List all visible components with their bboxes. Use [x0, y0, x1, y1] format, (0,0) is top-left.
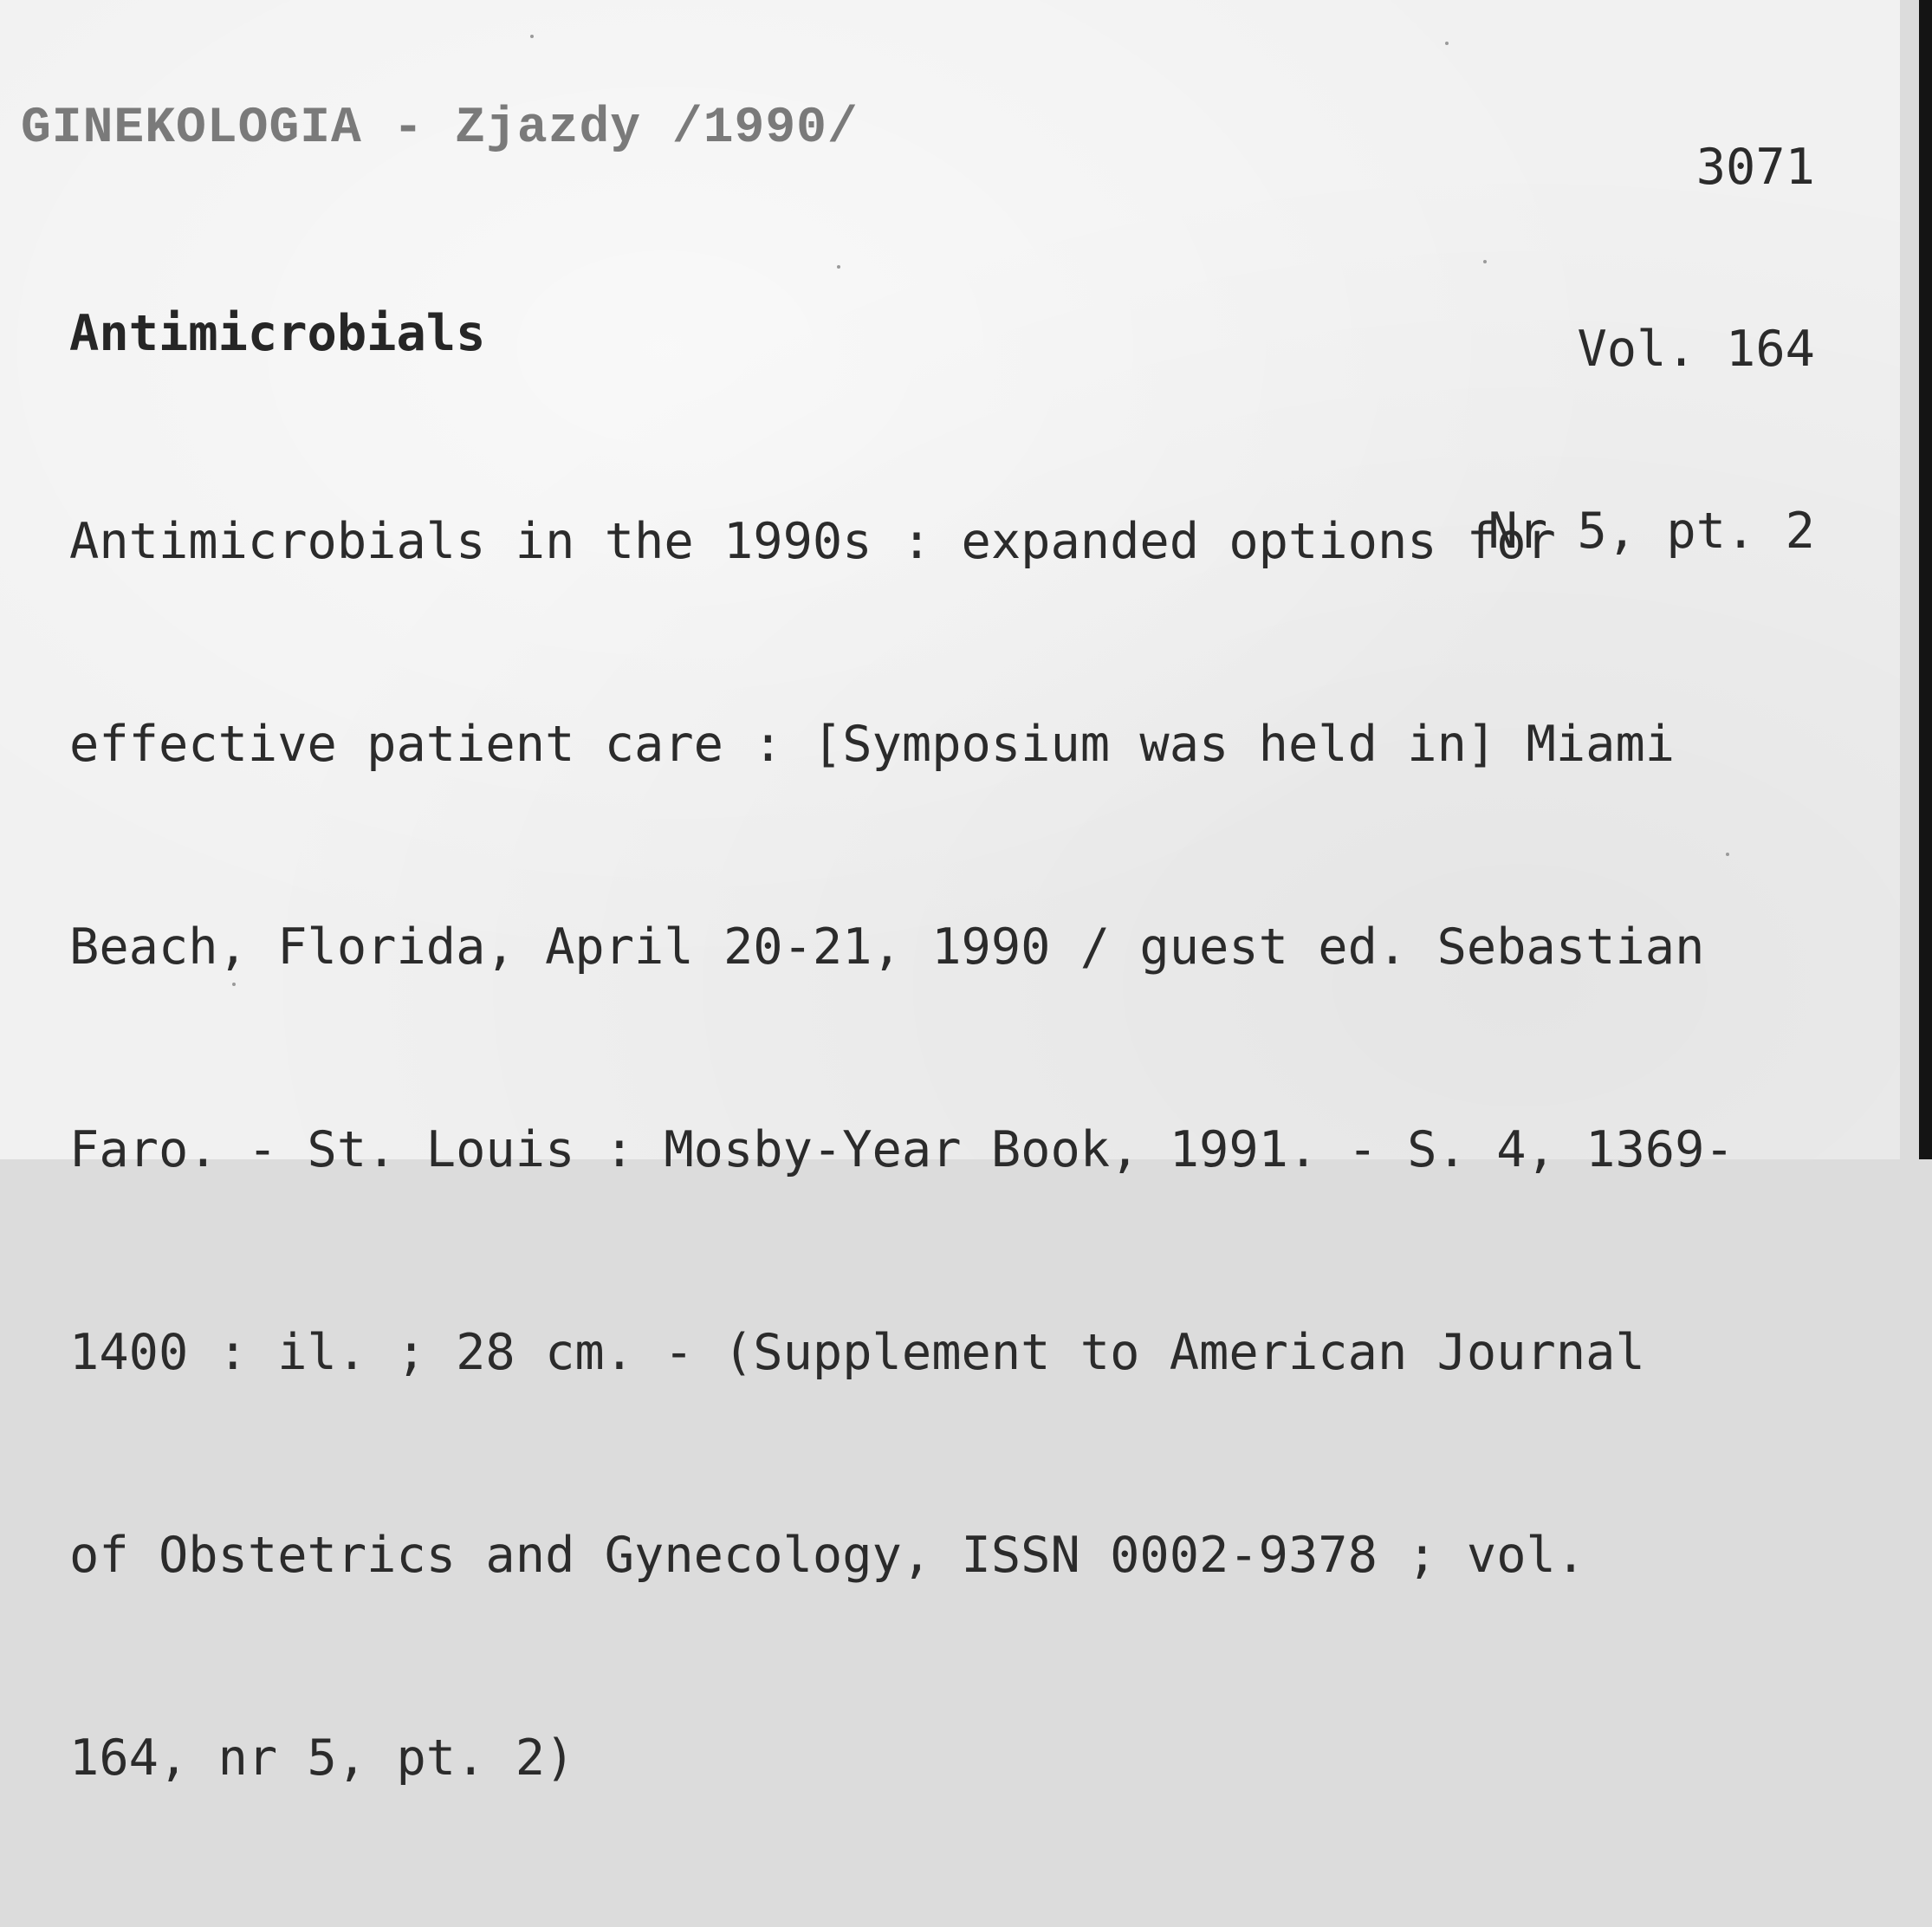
dust-speck	[1483, 260, 1487, 263]
bibliographic-description	[69, 373, 1932, 1927]
dust-speck	[530, 35, 534, 38]
description-line: Beach, Florida, April 20-21, 1990 / guest ed. Sebastian	[69, 918, 1705, 976]
call-number: 3071	[1695, 139, 1815, 196]
card-heading: GINEKOLOGIA - Zjazdy /1990/	[21, 101, 859, 157]
dust-speck	[232, 983, 236, 986]
entry-title: Antimicrobials	[69, 305, 486, 362]
description-line: Faro. - St. Louis : Mosby-Year Book, 1991. - S. 4, 1369-	[69, 1121, 1734, 1178]
description-line: effective patient care : [Symposium was held in] Miami	[69, 716, 1676, 773]
dust-speck	[837, 265, 840, 269]
volume-label: Vol. 164	[1577, 321, 1815, 378]
description-line: Antimicrobials in the 1990s : expanded options for	[69, 513, 1556, 570]
card-edge-shadow	[1919, 0, 1932, 1159]
description-line: of Obstetrics and Gynecology, ISSN 0002-9378 ; vol.	[69, 1527, 1586, 1584]
description-line: 164, nr 5, pt. 2)	[69, 1729, 575, 1787]
dust-speck	[1445, 42, 1449, 45]
dust-speck	[1726, 853, 1729, 856]
description-line: 1400 : il. ; 28 cm. - (Supplement to American Journal	[69, 1324, 1645, 1381]
issue-label: Nr 5, pt. 2	[1488, 503, 1815, 560]
